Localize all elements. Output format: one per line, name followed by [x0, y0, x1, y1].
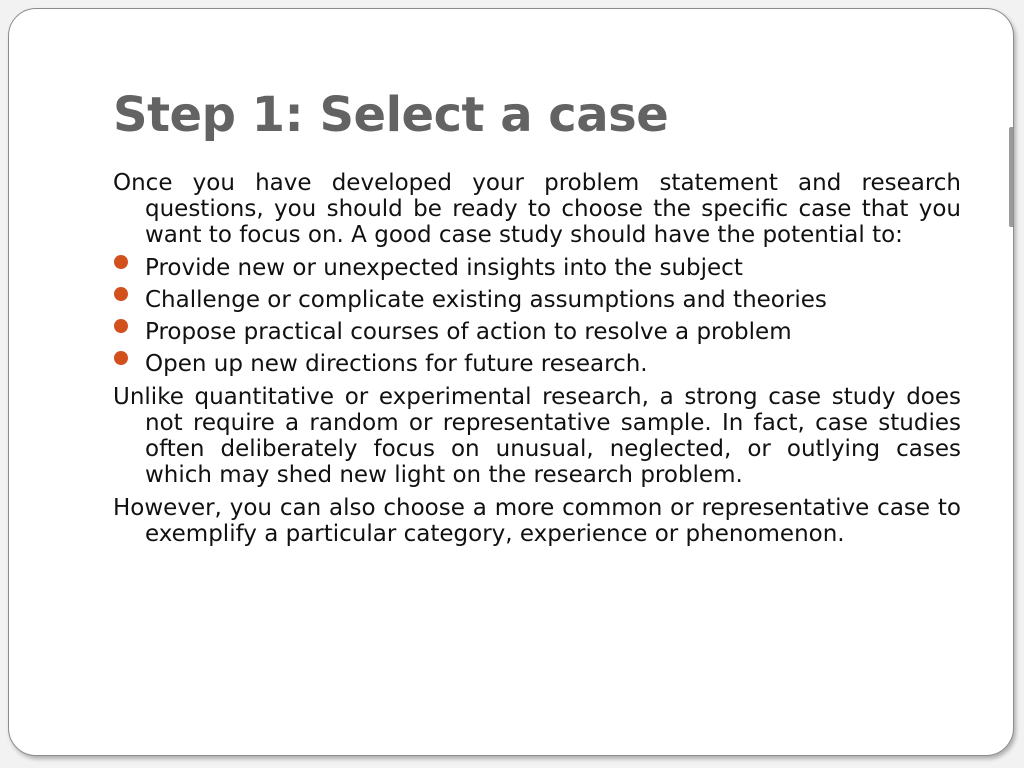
- bullet-item: [113, 319, 961, 345]
- sample-paragraph: Unlike quantitative or experimental research, a strong case study does not require a random or representative sample. In fact, case studies often deliberately focus on unusual, neglected, or outlying cases which may shed new light on the research problem.: [113, 384, 961, 488]
- common-case-paragraph: However, you can also choose a more common or representative case to exemplify a particular category, experience or phenomenon.: [113, 495, 961, 547]
- bullet-text: Propose practical courses of action to resolve a problem: [145, 319, 792, 345]
- bullet-item: [113, 287, 961, 313]
- slide-body: [113, 170, 961, 554]
- bullet-dot-icon: [114, 319, 128, 333]
- slide-title: Step 1: Select a case: [113, 87, 669, 143]
- bullet-dot-icon: [114, 287, 128, 301]
- bullet-list: [113, 255, 961, 377]
- bullet-text: Open up new directions for future research.: [145, 351, 648, 377]
- intro-paragraph: Once you have developed your problem statement and research questions, you should be ready to choose the specific case that you want to focus on. A good case study should have the potential to:: [113, 170, 961, 248]
- bullet-dot-icon: [114, 255, 128, 269]
- bullet-text: Challenge or complicate existing assumptions and theories: [145, 287, 827, 313]
- slide-edge-tab: [1009, 127, 1013, 227]
- bullet-dot-icon: [114, 351, 128, 365]
- bullet-item: [113, 351, 961, 377]
- bullet-item: [113, 255, 961, 281]
- bullet-text: Provide new or unexpected insights into the subject: [145, 255, 743, 281]
